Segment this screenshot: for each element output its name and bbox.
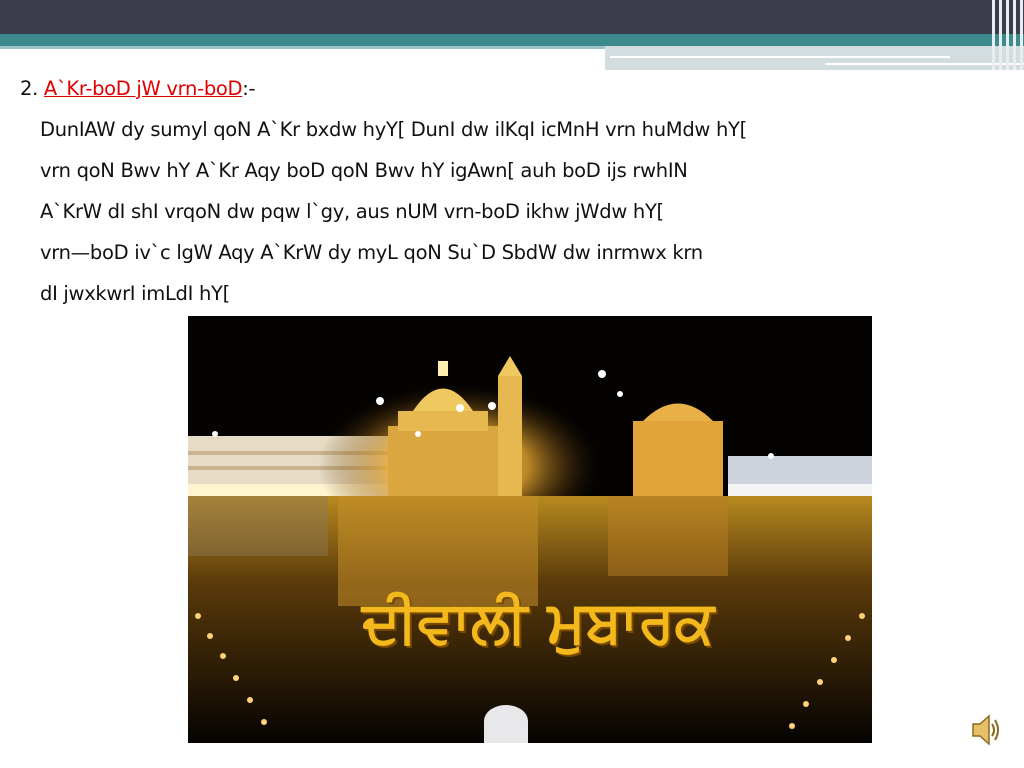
corner-stripes: [990, 0, 1024, 70]
body-line: vrn—boD iv`c lgW Aqy A`KrW dy myL qoN Su`D SbdW dw inrmwx krn: [40, 241, 703, 264]
body-line: vrn qoN Bwv hY A`Kr Aqy boD qoN Bwv hY igAwn[ auh boD ijs rwhIN: [40, 159, 688, 182]
heading-title: A`Kr-boD jW vrn-boD: [43, 77, 243, 100]
heading-number: 2.: [20, 77, 44, 100]
body-line: DunIAW dy sumyl qoN A`Kr bxdw hyY[ DunI dw ilKqI icMnH vrn huMdw hY[: [40, 118, 747, 141]
top-bar-divider: [610, 56, 950, 58]
body-line: A`KrW dI shI vrqoN dw pqw l`gy, aus nUM vrn-boD ikhw jWdw hY[: [40, 200, 664, 223]
golden-temple-photo: [188, 316, 872, 743]
speaker-icon[interactable]: [970, 712, 1000, 748]
top-bar-gray: [605, 46, 1024, 70]
slide-heading: [20, 68, 1000, 109]
body-line: dI jwxkwrI imLdI hY[: [40, 282, 230, 305]
top-bar-teal-thin: [0, 46, 610, 49]
greeting-caption: ਦੀਵਾਲੀ ਮੁਬਾਰਕ: [361, 588, 715, 656]
top-bar-dark: [0, 0, 1024, 34]
top-bar-teal: [0, 34, 1024, 46]
slide-content: [20, 68, 1000, 314]
heading-suffix: :-: [242, 77, 256, 100]
